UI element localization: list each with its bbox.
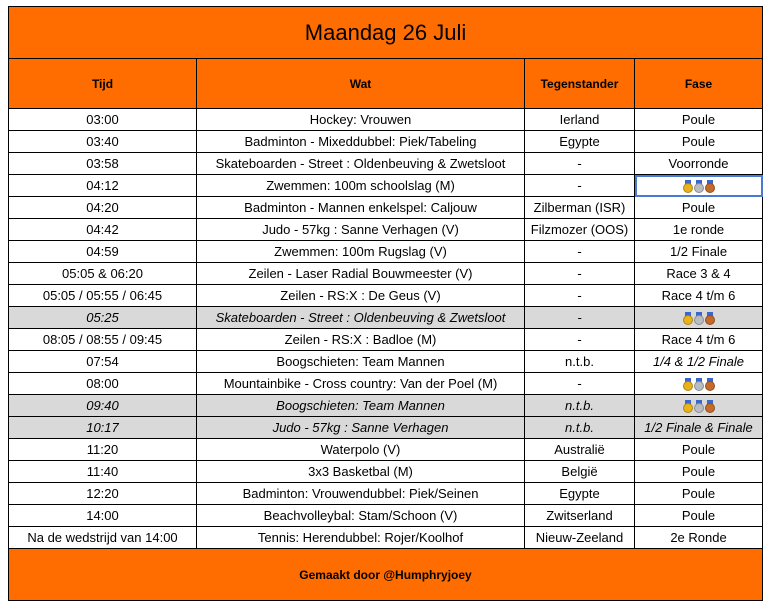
cell-wat[interactable]: 3x3 Basketbal (M) [197, 461, 525, 483]
cell-tijd[interactable]: 09:40 [9, 395, 197, 417]
table-row [9, 175, 763, 197]
table-row [9, 285, 763, 307]
medals-icon [683, 400, 715, 413]
bronze-medal-icon [705, 400, 715, 413]
cell-tijd[interactable]: 03:40 [9, 131, 197, 153]
cell-tegenstander[interactable]: - [525, 175, 635, 197]
cell-wat[interactable]: Zwemmen: 100m Rugslag (V) [197, 241, 525, 263]
cell-fase[interactable]: Race 3 & 4 [635, 263, 763, 285]
table-row [9, 373, 763, 395]
cell-fase[interactable]: Poule [635, 439, 763, 461]
cell-fase[interactable] [635, 395, 763, 417]
cell-tegenstander[interactable]: n.t.b. [525, 395, 635, 417]
cell-wat[interactable]: Skateboarden - Street : Oldenbeuving & Zwetsloot [197, 307, 525, 329]
cell-tegenstander[interactable]: - [525, 307, 635, 329]
cell-wat[interactable]: Hockey: Vrouwen [197, 109, 525, 131]
cell-wat[interactable]: Zeilen - RS:X : De Geus (V) [197, 285, 525, 307]
cell-tegenstander[interactable]: Egypte [525, 131, 635, 153]
cell-wat[interactable]: Tennis: Herendubbel: Rojer/Koolhof [197, 527, 525, 549]
cell-wat[interactable]: Mountainbike - Cross country: Van der Poel (M) [197, 373, 525, 395]
medals-icon [683, 180, 715, 193]
cell-fase[interactable]: Poule [635, 461, 763, 483]
cell-tegenstander[interactable]: - [525, 241, 635, 263]
header-fase[interactable]: Fase [635, 59, 763, 109]
table-row [9, 329, 763, 351]
schedule-table [8, 6, 763, 601]
table-row [9, 505, 763, 527]
table-row [9, 109, 763, 131]
cell-tijd[interactable]: 03:58 [9, 153, 197, 175]
table-row [9, 527, 763, 549]
cell-tegenstander[interactable]: - [525, 373, 635, 395]
cell-tijd[interactable]: 07:54 [9, 351, 197, 373]
cell-fase[interactable]: Race 4 t/m 6 [635, 329, 763, 351]
table-row [9, 351, 763, 373]
cell-tijd[interactable]: 04:20 [9, 197, 197, 219]
cell-wat[interactable]: Judo - 57kg : Sanne Verhagen [197, 417, 525, 439]
header-tegenstander[interactable]: Tegenstander [525, 59, 635, 109]
table-row [9, 461, 763, 483]
gold-medal-icon [683, 378, 693, 391]
cell-tijd[interactable]: 08:00 [9, 373, 197, 395]
table-row [9, 417, 763, 439]
table-row [9, 263, 763, 285]
cell-tijd[interactable]: 03:00 [9, 109, 197, 131]
cell-tijd[interactable]: 04:12 [9, 175, 197, 197]
cell-wat[interactable]: Skateboarden - Street : Oldenbeuving & Zwetsloot [197, 153, 525, 175]
cell-fase[interactable]: Poule [635, 109, 763, 131]
cell-fase[interactable]: Poule [635, 483, 763, 505]
cell-tegenstander[interactable]: Filzmozer (OOS) [525, 219, 635, 241]
gold-medal-icon [683, 400, 693, 413]
table-row [9, 241, 763, 263]
silver-medal-icon [694, 180, 704, 193]
cell-fase[interactable] [635, 307, 763, 329]
table-row [9, 197, 763, 219]
cell-fase[interactable]: Voorronde [635, 153, 763, 175]
cell-tijd[interactable]: 11:20 [9, 439, 197, 461]
cell-tegenstander[interactable]: Zilberman (ISR) [525, 197, 635, 219]
cell-tegenstander[interactable]: - [525, 153, 635, 175]
cell-tijd[interactable]: 14:00 [9, 505, 197, 527]
schedule-sheet [8, 6, 762, 601]
cell-fase[interactable] [635, 175, 763, 197]
cell-tegenstander[interactable]: België [525, 461, 635, 483]
bronze-medal-icon [705, 378, 715, 391]
cell-tegenstander[interactable]: Egypte [525, 483, 635, 505]
cell-wat[interactable]: Boogschieten: Team Mannen [197, 351, 525, 373]
medals-icon [683, 378, 715, 391]
header-wat[interactable]: Wat [197, 59, 525, 109]
table-row [9, 395, 763, 417]
cell-tijd[interactable]: 12:20 [9, 483, 197, 505]
cell-tegenstander[interactable]: - [525, 329, 635, 351]
cell-tijd[interactable]: Na de wedstrijd van 14:00 [9, 527, 197, 549]
cell-wat[interactable]: Beachvolleybal: Stam/Schoon (V) [197, 505, 525, 527]
cell-fase[interactable]: 1/2 Finale [635, 241, 763, 263]
table-row [9, 219, 763, 241]
cell-wat[interactable]: Zeilen - RS:X : Badloe (M) [197, 329, 525, 351]
cell-tijd[interactable]: 04:42 [9, 219, 197, 241]
cell-wat[interactable]: Judo - 57kg : Sanne Verhagen (V) [197, 219, 525, 241]
cell-wat[interactable]: Zeilen - Laser Radial Bouwmeester (V) [197, 263, 525, 285]
cell-tijd[interactable]: 05:05 / 05:55 / 06:45 [9, 285, 197, 307]
cell-tijd[interactable]: 08:05 / 08:55 / 09:45 [9, 329, 197, 351]
cell-wat[interactable]: Zwemmen: 100m schoolslag (M) [197, 175, 525, 197]
cell-fase[interactable]: 1/4 & 1/2 Finale [635, 351, 763, 373]
gold-medal-icon [683, 180, 693, 193]
cell-wat[interactable]: Badminton - Mixeddubbel: Piek/Tabeling [197, 131, 525, 153]
cell-fase[interactable]: 1e ronde [635, 219, 763, 241]
medals-icon [683, 312, 715, 325]
table-row [9, 307, 763, 329]
bronze-medal-icon [705, 312, 715, 325]
cell-tegenstander[interactable]: - [525, 285, 635, 307]
cell-fase[interactable]: Poule [635, 197, 763, 219]
cell-tegenstander[interactable]: Zwitserland [525, 505, 635, 527]
table-row [9, 439, 763, 461]
page-title[interactable]: Maandag 26 Juli [9, 7, 763, 59]
header-tijd[interactable]: Tijd [9, 59, 197, 109]
cell-tijd[interactable]: 11:40 [9, 461, 197, 483]
cell-tijd[interactable]: 05:25 [9, 307, 197, 329]
cell-fase[interactable]: 2e Ronde [635, 527, 763, 549]
silver-medal-icon [694, 312, 704, 325]
cell-tegenstander[interactable]: Nieuw-Zeeland [525, 527, 635, 549]
cell-wat[interactable]: Badminton - Mannen enkelspel: Caljouw [197, 197, 525, 219]
gold-medal-icon [683, 312, 693, 325]
cell-tegenstander[interactable]: Ierland [525, 109, 635, 131]
cell-tijd[interactable]: 04:59 [9, 241, 197, 263]
silver-medal-icon [694, 400, 704, 413]
cell-tijd[interactable]: 05:05 & 06:20 [9, 263, 197, 285]
cell-fase[interactable]: 1/2 Finale & Finale [635, 417, 763, 439]
table-row [9, 483, 763, 505]
footer-credit[interactable]: Gemaakt door @Humphryjoey [9, 549, 763, 601]
cell-tegenstander[interactable]: n.t.b. [525, 417, 635, 439]
cell-tijd[interactable]: 10:17 [9, 417, 197, 439]
cell-tegenstander[interactable]: Australië [525, 439, 635, 461]
table-row [9, 131, 763, 153]
cell-fase[interactable]: Poule [635, 131, 763, 153]
cell-wat[interactable]: Waterpolo (V) [197, 439, 525, 461]
silver-medal-icon [694, 378, 704, 391]
cell-tegenstander[interactable]: n.t.b. [525, 351, 635, 373]
cell-fase[interactable] [635, 373, 763, 395]
cell-fase[interactable]: Poule [635, 505, 763, 527]
bronze-medal-icon [705, 180, 715, 193]
cell-fase[interactable]: Race 4 t/m 6 [635, 285, 763, 307]
cell-wat[interactable]: Boogschieten: Team Mannen [197, 395, 525, 417]
cell-wat[interactable]: Badminton: Vrouwendubbel: Piek/Seinen [197, 483, 525, 505]
cell-tegenstander[interactable]: - [525, 263, 635, 285]
table-row [9, 153, 763, 175]
